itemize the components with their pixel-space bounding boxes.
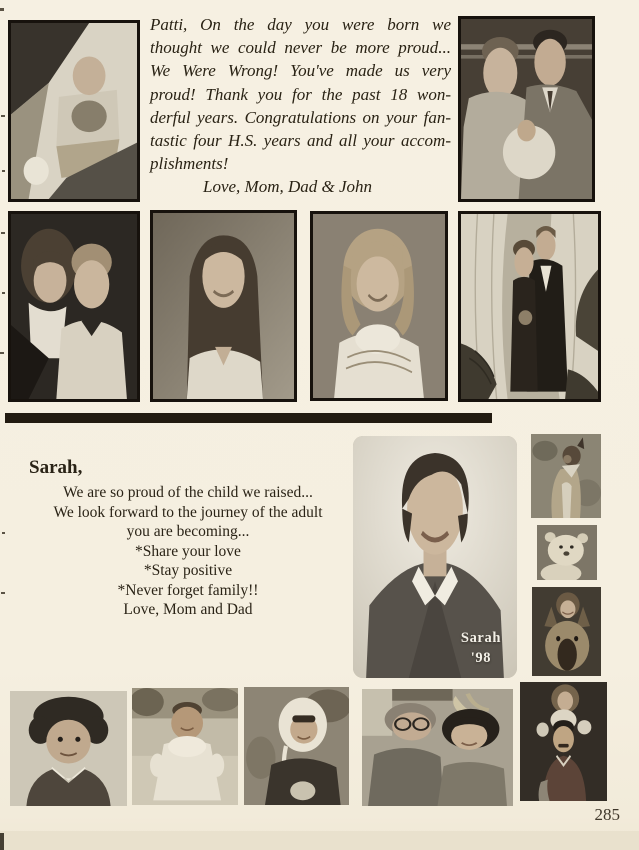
photo-baby-on-blanket [8, 20, 140, 202]
scan-speck [0, 352, 4, 354]
photo-boy-portrait [10, 691, 127, 806]
siblings-photo-art [11, 214, 137, 399]
scan-speck [0, 8, 4, 11]
dedication-line: derful years. Congratulations on your fan- [150, 107, 451, 127]
photo-teen-portrait [150, 210, 297, 402]
shepherd-photo-art [532, 587, 601, 676]
scan-speck [1, 232, 5, 234]
scan-speck [1, 592, 5, 594]
dog-photo-art [531, 434, 601, 518]
parents-photo-art [461, 19, 592, 199]
photo-parents-with-newborn [458, 16, 595, 202]
portrait-caption-name: Sarah [460, 630, 501, 646]
photo-dog [531, 434, 601, 518]
dedication-line: proud! Thank you for the past 18 won- [150, 84, 451, 104]
scan-speck [2, 532, 5, 534]
dedication-signature: Love, Mom, Dad & John [203, 177, 373, 197]
child-photo-art [313, 214, 445, 398]
dedication-signature: Love, Mom and Dad [123, 601, 253, 618]
photo-toddler-bonnet [244, 687, 349, 805]
page-number: 285 [594, 805, 620, 824]
photo-formal-couple [458, 211, 601, 402]
scan-speck [2, 292, 5, 294]
baby-dress-photo-art [132, 688, 238, 805]
dedication-line: thought we could never be more proud... [150, 38, 451, 58]
teen-photo-art [153, 213, 294, 399]
page-edge-shadow [0, 831, 639, 850]
photo-sarah-senior-portrait [353, 436, 517, 678]
dedication-line: We Were Wrong! You've made us very [150, 61, 451, 81]
portrait-caption [461, 628, 501, 668]
scan-speck [2, 170, 5, 172]
photo-father-child [520, 682, 607, 801]
boy-photo-art [10, 691, 127, 806]
dedication-line: you are becoming... [126, 523, 250, 540]
section-divider [5, 413, 492, 423]
photo-sister-and-brother [8, 211, 140, 402]
sarah-dedication [15, 455, 361, 620]
dedication-line: tastic four H.S. years and all your accom- [150, 131, 451, 151]
photo-baby-white-dress [132, 688, 238, 805]
portrait-caption-year: '98 [470, 650, 492, 666]
dedication-line: We are so proud of the child we raised... [63, 484, 313, 501]
baby-photo-art [11, 23, 137, 199]
scan-speck [1, 115, 5, 117]
photo-child-girl [310, 211, 448, 401]
dedication-line: plishments! [150, 154, 229, 174]
teddy-photo-art [537, 525, 597, 580]
dedication-line: *Never forget family!! [117, 581, 259, 599]
formal-couple-photo-art [461, 214, 598, 399]
bonnet-photo-art [244, 687, 349, 805]
dedication-line: *Stay positive [143, 562, 233, 579]
scan-corner-mark [0, 833, 4, 850]
dedication-line: Patti, On the day you were born we [150, 15, 451, 34]
photo-mother-daughter [362, 689, 513, 806]
dedication-heading: Sarah, [29, 457, 83, 478]
photo-teddy-bear [537, 525, 597, 580]
photo-girl-with-shepherd [532, 587, 601, 676]
mother-daughter-photo-art [362, 689, 513, 806]
father-child-photo-art [520, 682, 607, 801]
dedication-line: We look forward to the journey of the adult [53, 503, 323, 521]
dedication-line: *Share your love [135, 542, 241, 560]
patti-dedication [150, 13, 451, 199]
